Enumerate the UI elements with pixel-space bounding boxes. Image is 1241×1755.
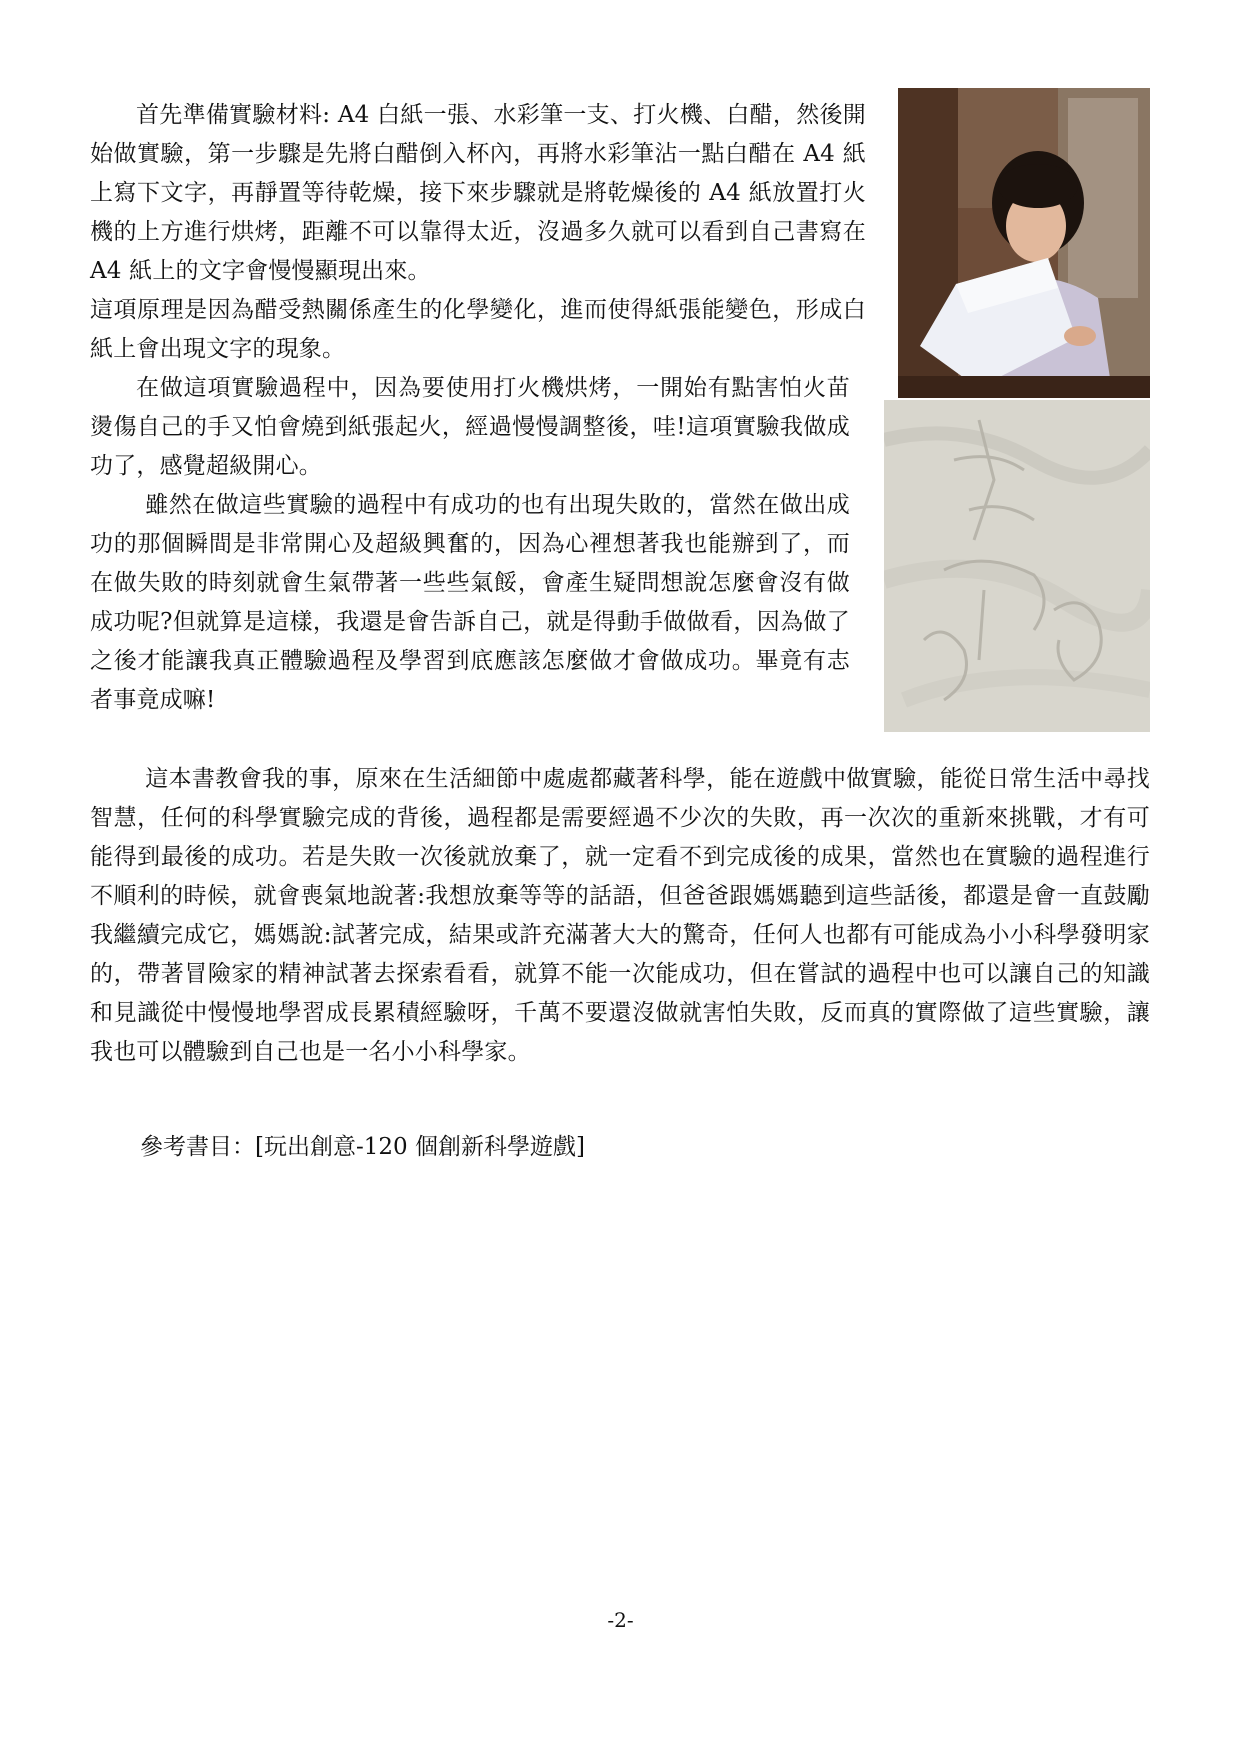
paragraph-lessons: 這本書教會我的事，原來在生活細節中處處都藏著科學，能在遊戲中做實驗，能從日常生活中尋找智慧，任何的科學實驗完成的背後，過程都是需要經過不少次的失敗，再一次次的重新來挑戰，才有可能得到最後的成功。若是失敗一次後就放棄了，就一定看不到完成後的成果，當然也在實驗的過程進行不順利的時候，就會喪氣地說著:我想放棄等等的話語，但爸爸跟媽媽聽到這些話後，都還是會一直鼓勵我繼續完成它，媽媽說:試著完成，結果或許充滿著大大的驚奇，任何人也都有可能成為小小科學發明家的，帶著冒險家的精神試著去探索看看，就算不能一次能成功，但在嘗試的過程中也可以讓自己的知識和見識從中慢慢地學習成長累積經驗呀，千萬不要還沒做就害怕失敗，反而真的實際做了這些實驗，讓我也可以體驗到自己也是一名小小科學家。 [90,766,1150,1065]
page-number: -2- [607,1608,634,1632]
photo-girl-holding-paper [898,88,1150,398]
paragraph-principle: 這項原理是因為醋受熱關係產生的化學變化，進而使得紙張能變色，形成白紙上會出現文字的現象。 [90,297,866,362]
top-text-column [90,96,866,720]
paragraph-process: 在做這項實驗過程中，因為要使用打火機烘烤，一開始有點害怕火苗燙傷自己的手又怕會燒到紙張起火，經過慢慢調整後，哇!這項實驗我做成功了，感覺超級開心。 [90,375,850,479]
bottom-text-block [90,760,1150,1072]
paragraph-materials: 首先準備實驗材料: A4 白紙一張、水彩筆一支、打火機、白醋，然後開始做實驗，第一步驟是先將白醋倒入杯內，再將水彩筆沾一點白醋在 A4 紙上寫下文字，再靜置等待乾燥，接下來步驟就是將乾燥後的 A4 紙放置打火機的上方進行烘烤，距離不可以靠得太近，沒過多久就可以看到自己書寫在 A4 紙上的文字會慢慢顯現出來。 [90,102,866,284]
photo-paper-with-revealed-writing [884,400,1150,732]
references: 參考書目：[玩出創意-120 個創新科學遊戲] [140,1134,585,1160]
paragraph-success-failure: 雖然在做這些實驗的過程中有成功的也有出現失敗的，當然在做出成功的那個瞬間是非常開心及超級興奮的，因為心裡想著我也能辦到了，而在做失敗的時刻就會生氣帶著一些些氣餒，會產生疑問想說怎麼會沒有做成功呢?但就算是這樣，我還是會告訴自己，就是得動手做做看，因為做了之後才能讓我真正體驗過程及學習到底應該怎麼做才會做成功。畢竟有志者事竟成嘛! [90,492,850,713]
